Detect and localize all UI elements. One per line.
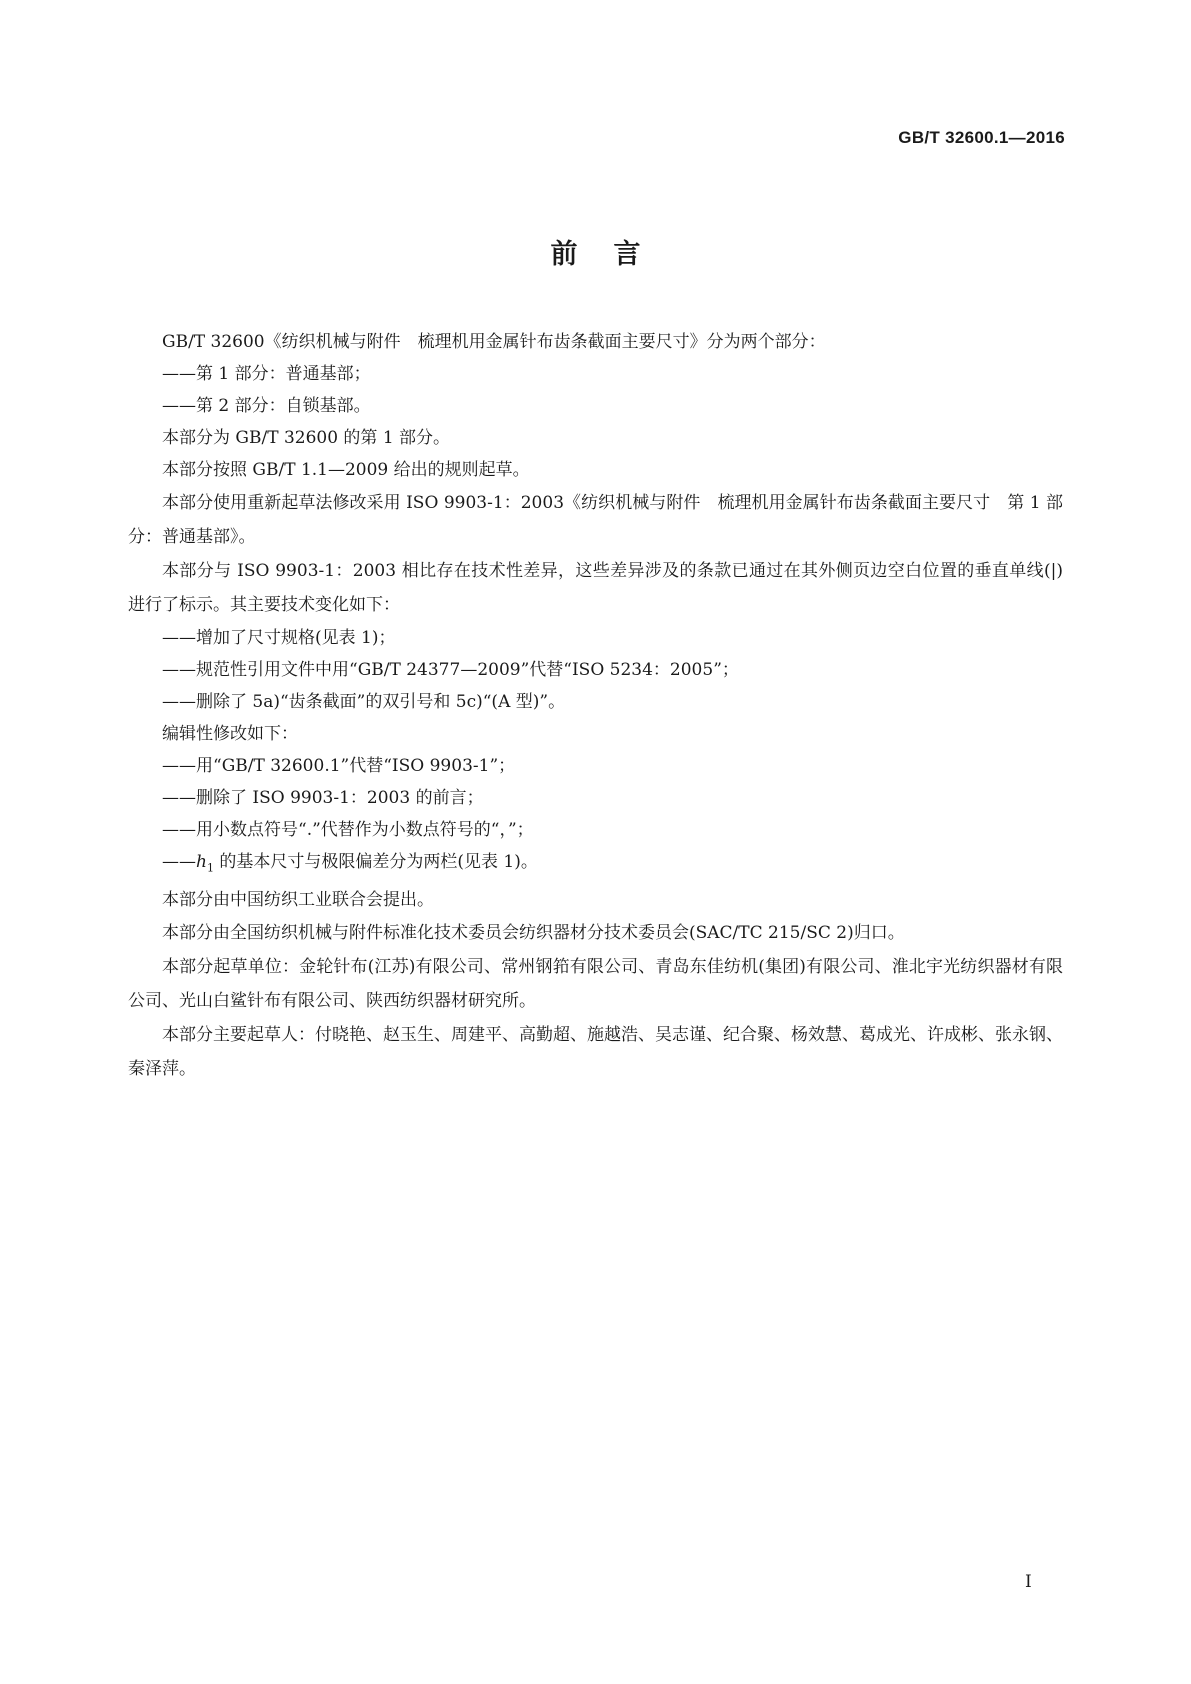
page-number: I — [1025, 1572, 1032, 1592]
paragraph-adoption: 本部分使用重新起草法修改采用 ISO 9903-1：2003《纺织机械与附件 梳理机用金属针布齿条截面主要尺寸 第 1 部分：普通基部》。 — [128, 493, 1063, 547]
paragraph-part-statement: 本部分为 GB/T 32600 的第 1 部分。 — [162, 428, 451, 448]
list-item-editorial-3: ——用小数点符号“.”代替作为小数点符号的“，”； — [162, 820, 534, 840]
paragraph-drafting-rules: 本部分按照 GB/T 1.1—2009 给出的规则起草。 — [162, 460, 530, 480]
foreword-body — [128, 326, 1063, 1086]
page-title: 前言 — [550, 239, 677, 270]
list-item-change-1: ——增加了尺寸规格(见表 1)； — [162, 628, 396, 648]
list-item-part-2: ——第 2 部分：自锁基部。 — [162, 396, 371, 416]
standard-number: GB/T 32600.1—2016 — [898, 128, 1065, 147]
paragraph-drafting-units: 本部分起草单位：金轮针布(江苏)有限公司、常州钢筘有限公司、青岛东佳纺机(集团)有限公司、淮北宇光纺织器材有限公司、光山白鲨针布有限公司、陕西纺织器材研究所。 — [128, 957, 1063, 1012]
list-item-editorial-4 — [128, 846, 1063, 884]
list-item-change-2: ——规范性引用文件中用“GB/T 24377—2009”代替“ISO 5234：2005”； — [162, 660, 739, 680]
paragraph-centralized-by: 本部分由全国纺织机械与附件标准化技术委员会纺织器材分技术委员会(SAC/TC 215/SC 2)归口。 — [162, 923, 905, 944]
list-item-part-1: ——第 1 部分：普通基部； — [162, 364, 371, 384]
paragraph-proposed-by: 本部分由中国纺织工业联合会提出。 — [162, 890, 434, 911]
list-item-editorial-1: ——用“GB/T 32600.1”代替“ISO 9903-1”； — [162, 756, 516, 776]
paragraph-drafters: 本部分主要起草人：付晓艳、赵玉生、周建平、高勤超、施越浩、吴志谨、纪合聚、杨效慧、葛成光、许成彬、张永钢、秦泽萍。 — [128, 1025, 1063, 1080]
h1-item-text: 的基本尺寸与极限偏差分为两栏(见表 1)。 — [213, 852, 538, 872]
paragraph-editorial-changes: 编辑性修改如下： — [162, 724, 298, 744]
list-item-change-3: ——删除了 5a)“齿条截面”的双引号和 5c)“(A 型)”。 — [162, 692, 566, 712]
paragraph-intro: GB/T 32600《纺织机械与附件 梳理机用金属针布齿条截面主要尺寸》分为两个部分： — [162, 332, 826, 352]
h-variable: h — [196, 852, 207, 872]
dash-prefix: —— — [162, 852, 196, 872]
h-subscript: 1 — [206, 861, 214, 875]
list-item-editorial-2: ——删除了 ISO 9903-1：2003 的前言； — [162, 788, 484, 808]
paragraph-technical-differences: 本部分与 ISO 9903-1：2003 相比存在技术性差异，这些差异涉及的条款已通过在其外侧页边空白位置的垂直单线(|)进行了标示。其主要技术变化如下： — [128, 561, 1063, 615]
